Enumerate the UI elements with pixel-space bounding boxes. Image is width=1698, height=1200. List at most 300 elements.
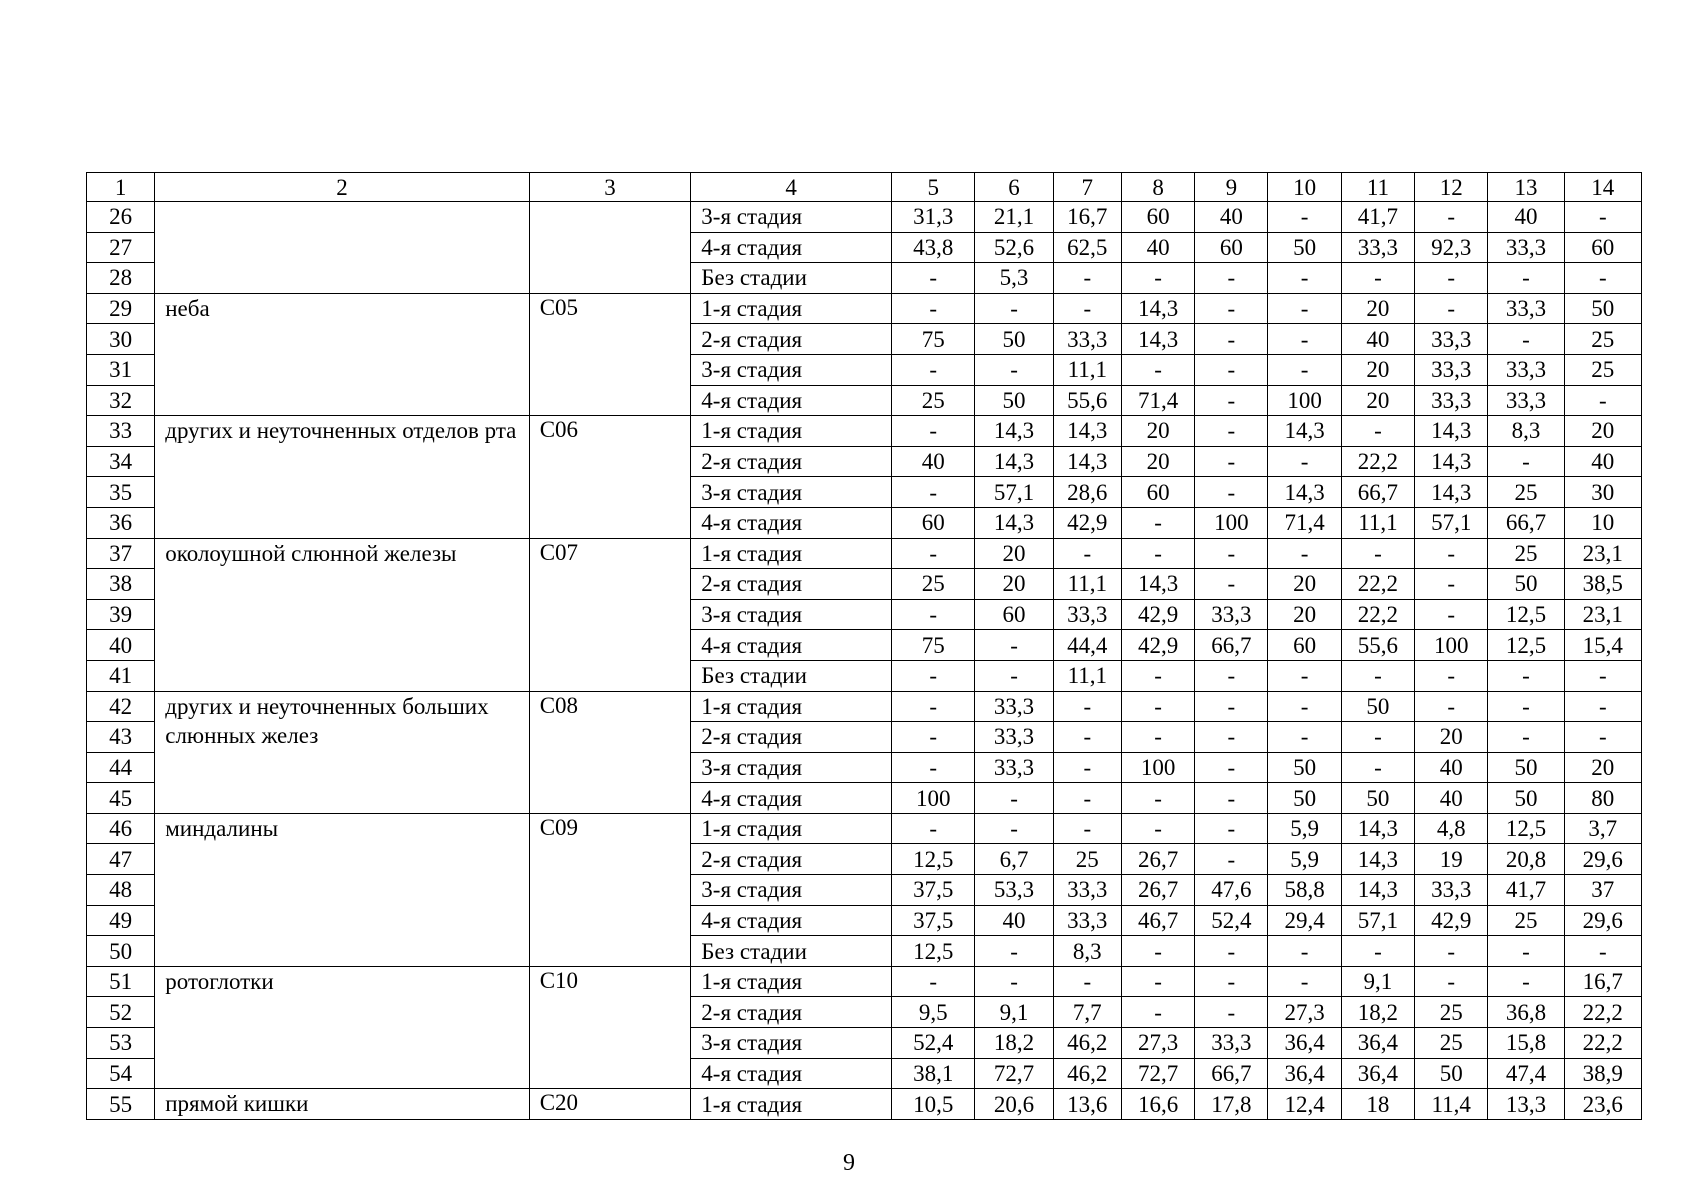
value-cell: 36,4 bbox=[1268, 1028, 1341, 1059]
row-number: 51 bbox=[87, 966, 155, 997]
value-cell: - bbox=[892, 416, 975, 447]
value-cell: - bbox=[1341, 752, 1414, 783]
value-cell: 20 bbox=[1341, 385, 1414, 416]
column-number-header: 12 bbox=[1415, 173, 1488, 202]
value-cell: 50 bbox=[1268, 752, 1341, 783]
value-cell: 25 bbox=[1488, 905, 1564, 936]
value-cell: 38,1 bbox=[892, 1058, 975, 1089]
value-cell: 33,3 bbox=[1488, 354, 1564, 385]
value-cell: 22,2 bbox=[1341, 599, 1414, 630]
table-row bbox=[87, 1089, 1642, 1120]
column-number-header: 5 bbox=[892, 173, 975, 202]
value-cell: 17,8 bbox=[1195, 1089, 1268, 1120]
value-cell: - bbox=[1121, 660, 1194, 691]
value-cell: 14,3 bbox=[975, 416, 1053, 447]
value-cell: 20 bbox=[1121, 446, 1194, 477]
value-cell: - bbox=[1053, 783, 1121, 814]
column-number-header: 4 bbox=[691, 173, 892, 202]
value-cell: 14,3 bbox=[975, 507, 1053, 538]
value-cell: - bbox=[1195, 783, 1268, 814]
row-number: 37 bbox=[87, 538, 155, 569]
stage-label: 3-я стадия bbox=[691, 354, 892, 385]
value-cell: - bbox=[1195, 997, 1268, 1028]
value-cell: 14,3 bbox=[1268, 416, 1341, 447]
value-cell: - bbox=[1415, 691, 1488, 722]
value-cell: 72,7 bbox=[1121, 1058, 1194, 1089]
row-number: 53 bbox=[87, 1028, 155, 1059]
value-cell: 50 bbox=[1488, 752, 1564, 783]
value-cell: 36,4 bbox=[1341, 1058, 1414, 1089]
stage-label: 2-я стадия bbox=[691, 569, 892, 600]
value-cell: 23,6 bbox=[1564, 1089, 1641, 1120]
value-cell: - bbox=[975, 660, 1053, 691]
icd-code: C08 bbox=[529, 691, 691, 813]
value-cell: 10,5 bbox=[892, 1089, 975, 1120]
value-cell: 37 bbox=[1564, 875, 1641, 906]
value-cell: - bbox=[892, 477, 975, 508]
value-cell: 57,1 bbox=[1415, 507, 1488, 538]
value-cell: - bbox=[1195, 813, 1268, 844]
row-number: 49 bbox=[87, 905, 155, 936]
value-cell: - bbox=[1564, 263, 1641, 294]
column-number-header: 13 bbox=[1488, 173, 1564, 202]
stage-label: 2-я стадия bbox=[691, 997, 892, 1028]
icd-code: C09 bbox=[529, 813, 691, 966]
value-cell: 12,5 bbox=[1488, 599, 1564, 630]
value-cell: 20 bbox=[1415, 722, 1488, 753]
value-cell: 8,3 bbox=[1488, 416, 1564, 447]
value-cell: 31,3 bbox=[892, 202, 975, 233]
value-cell: 20 bbox=[1121, 416, 1194, 447]
value-cell: 11,1 bbox=[1341, 507, 1414, 538]
value-cell: - bbox=[975, 354, 1053, 385]
column-number-header: 2 bbox=[155, 173, 529, 202]
row-number: 43 bbox=[87, 722, 155, 753]
value-cell: 33,3 bbox=[1195, 599, 1268, 630]
value-cell: 41,7 bbox=[1488, 875, 1564, 906]
value-cell: - bbox=[1195, 752, 1268, 783]
value-cell: - bbox=[1195, 844, 1268, 875]
value-cell: 16,7 bbox=[1564, 966, 1641, 997]
value-cell: - bbox=[1268, 936, 1341, 967]
value-cell: - bbox=[1488, 936, 1564, 967]
value-cell: 11,4 bbox=[1415, 1089, 1488, 1120]
stage-label: Без стадии bbox=[691, 660, 892, 691]
value-cell: 50 bbox=[1488, 783, 1564, 814]
column-number-header: 11 bbox=[1341, 173, 1414, 202]
value-cell: 44,4 bbox=[1053, 630, 1121, 661]
value-cell: 14,3 bbox=[1415, 416, 1488, 447]
stage-label: 1-я стадия bbox=[691, 691, 892, 722]
value-cell: - bbox=[892, 691, 975, 722]
row-number: 54 bbox=[87, 1058, 155, 1089]
value-cell: 33,3 bbox=[1488, 293, 1564, 324]
value-cell: - bbox=[1415, 599, 1488, 630]
value-cell: 25 bbox=[892, 385, 975, 416]
localization-name: неба bbox=[155, 293, 529, 415]
value-cell: 33,3 bbox=[1488, 232, 1564, 263]
stage-label: 3-я стадия bbox=[691, 875, 892, 906]
value-cell: - bbox=[1195, 354, 1268, 385]
value-cell: - bbox=[1268, 538, 1341, 569]
row-number: 32 bbox=[87, 385, 155, 416]
value-cell: - bbox=[1341, 538, 1414, 569]
row-number: 45 bbox=[87, 783, 155, 814]
value-cell: 33,3 bbox=[1053, 875, 1121, 906]
value-cell: - bbox=[1268, 202, 1341, 233]
localization-name: прямой кишки bbox=[155, 1089, 529, 1120]
value-cell: 40 bbox=[1195, 202, 1268, 233]
value-cell: 20 bbox=[1564, 752, 1641, 783]
value-cell: - bbox=[975, 966, 1053, 997]
value-cell: - bbox=[1341, 263, 1414, 294]
stage-label: 1-я стадия bbox=[691, 813, 892, 844]
value-cell: - bbox=[892, 660, 975, 691]
value-cell: - bbox=[1053, 691, 1121, 722]
value-cell: 20 bbox=[1564, 416, 1641, 447]
value-cell: 33,3 bbox=[1053, 324, 1121, 355]
icd-code: C06 bbox=[529, 416, 691, 538]
row-number: 46 bbox=[87, 813, 155, 844]
column-number-header: 10 bbox=[1268, 173, 1341, 202]
stage-label: 4-я стадия bbox=[691, 1058, 892, 1089]
value-cell: - bbox=[1564, 691, 1641, 722]
column-number-header: 3 bbox=[529, 173, 691, 202]
value-cell: 14,3 bbox=[1121, 293, 1194, 324]
stage-label: 4-я стадия bbox=[691, 385, 892, 416]
icd-code: C20 bbox=[529, 1089, 691, 1120]
localization-name: других и неуточненных больших слюнных желез bbox=[155, 691, 529, 813]
value-cell: - bbox=[1121, 813, 1194, 844]
stage-label: 3-я стадия bbox=[691, 752, 892, 783]
value-cell: 25 bbox=[1488, 477, 1564, 508]
value-cell: 60 bbox=[1195, 232, 1268, 263]
value-cell: - bbox=[892, 599, 975, 630]
value-cell: 14,3 bbox=[1053, 416, 1121, 447]
row-number: 55 bbox=[87, 1089, 155, 1120]
value-cell: 3,7 bbox=[1564, 813, 1641, 844]
icd-code: C10 bbox=[529, 966, 691, 1088]
value-cell: 50 bbox=[1564, 293, 1641, 324]
value-cell: 57,1 bbox=[1341, 905, 1414, 936]
value-cell: - bbox=[1195, 477, 1268, 508]
row-number: 34 bbox=[87, 446, 155, 477]
stage-label: 4-я стадия bbox=[691, 630, 892, 661]
table-row bbox=[87, 813, 1642, 844]
value-cell: - bbox=[1121, 263, 1194, 294]
value-cell: 25 bbox=[1053, 844, 1121, 875]
value-cell: - bbox=[1415, 936, 1488, 967]
value-cell: - bbox=[1053, 293, 1121, 324]
value-cell: 20,8 bbox=[1488, 844, 1564, 875]
value-cell: - bbox=[1564, 385, 1641, 416]
value-cell: - bbox=[892, 293, 975, 324]
value-cell: 62,5 bbox=[1053, 232, 1121, 263]
value-cell: - bbox=[1488, 966, 1564, 997]
value-cell: - bbox=[1564, 722, 1641, 753]
value-cell: - bbox=[1195, 660, 1268, 691]
value-cell: 80 bbox=[1564, 783, 1641, 814]
value-cell: - bbox=[1053, 966, 1121, 997]
value-cell: 33,3 bbox=[1415, 385, 1488, 416]
value-cell: - bbox=[1195, 936, 1268, 967]
localization-name bbox=[155, 202, 529, 294]
value-cell: 33,3 bbox=[1195, 1028, 1268, 1059]
value-cell: - bbox=[1415, 569, 1488, 600]
value-cell: - bbox=[1195, 293, 1268, 324]
value-cell: 33,3 bbox=[1415, 354, 1488, 385]
value-cell: 46,2 bbox=[1053, 1028, 1121, 1059]
value-cell: - bbox=[1195, 538, 1268, 569]
value-cell: - bbox=[1121, 966, 1194, 997]
value-cell: 37,5 bbox=[892, 875, 975, 906]
row-number: 28 bbox=[87, 263, 155, 294]
value-cell: 11,1 bbox=[1053, 660, 1121, 691]
value-cell: - bbox=[1564, 936, 1641, 967]
value-cell: 42,9 bbox=[1415, 905, 1488, 936]
value-cell: - bbox=[1195, 416, 1268, 447]
value-cell: - bbox=[1268, 660, 1341, 691]
value-cell: 11,1 bbox=[1053, 354, 1121, 385]
value-cell: - bbox=[1121, 722, 1194, 753]
value-cell: 29,6 bbox=[1564, 905, 1641, 936]
value-cell: 20 bbox=[1341, 354, 1414, 385]
value-cell: - bbox=[1195, 324, 1268, 355]
value-cell: 46,2 bbox=[1053, 1058, 1121, 1089]
value-cell: 15,8 bbox=[1488, 1028, 1564, 1059]
stage-label: 4-я стадия bbox=[691, 507, 892, 538]
value-cell: - bbox=[975, 293, 1053, 324]
value-cell: 15,4 bbox=[1564, 630, 1641, 661]
value-cell: 22,2 bbox=[1341, 446, 1414, 477]
icd-code: C07 bbox=[529, 538, 691, 691]
value-cell: 20 bbox=[975, 569, 1053, 600]
value-cell: 33,3 bbox=[975, 722, 1053, 753]
row-number: 50 bbox=[87, 936, 155, 967]
column-number-header: 6 bbox=[975, 173, 1053, 202]
value-cell: 22,2 bbox=[1341, 569, 1414, 600]
table-row bbox=[87, 202, 1642, 233]
value-cell: 14,3 bbox=[1415, 446, 1488, 477]
value-cell: 100 bbox=[892, 783, 975, 814]
value-cell: 27,3 bbox=[1121, 1028, 1194, 1059]
value-cell: 6,7 bbox=[975, 844, 1053, 875]
value-cell: 40 bbox=[1415, 752, 1488, 783]
row-number: 44 bbox=[87, 752, 155, 783]
value-cell: - bbox=[1341, 722, 1414, 753]
value-cell: 9,5 bbox=[892, 997, 975, 1028]
stage-label: Без стадии bbox=[691, 936, 892, 967]
row-number: 40 bbox=[87, 630, 155, 661]
value-cell: 40 bbox=[1564, 446, 1641, 477]
value-cell: 13,6 bbox=[1053, 1089, 1121, 1120]
value-cell: 14,3 bbox=[1121, 569, 1194, 600]
value-cell: 60 bbox=[1564, 232, 1641, 263]
value-cell: - bbox=[1121, 997, 1194, 1028]
value-cell: 30 bbox=[1564, 477, 1641, 508]
value-cell: 41,7 bbox=[1341, 202, 1414, 233]
value-cell: 14,3 bbox=[1268, 477, 1341, 508]
value-cell: 22,2 bbox=[1564, 1028, 1641, 1059]
value-cell: 12,5 bbox=[892, 844, 975, 875]
value-cell: 33,3 bbox=[1341, 232, 1414, 263]
value-cell: - bbox=[1121, 354, 1194, 385]
header-row bbox=[87, 173, 1642, 202]
value-cell: 60 bbox=[1268, 630, 1341, 661]
row-number: 38 bbox=[87, 569, 155, 600]
value-cell: 42,9 bbox=[1121, 630, 1194, 661]
value-cell: 14,3 bbox=[1121, 324, 1194, 355]
value-cell: - bbox=[1268, 354, 1341, 385]
value-cell: 25 bbox=[1564, 324, 1641, 355]
value-cell: 33,3 bbox=[1415, 324, 1488, 355]
table-row bbox=[87, 416, 1642, 447]
value-cell: - bbox=[1341, 936, 1414, 967]
stage-label: 3-я стадия bbox=[691, 202, 892, 233]
value-cell: - bbox=[1121, 538, 1194, 569]
row-number: 42 bbox=[87, 691, 155, 722]
value-cell: 52,6 bbox=[975, 232, 1053, 263]
value-cell: - bbox=[1195, 385, 1268, 416]
value-cell: - bbox=[975, 936, 1053, 967]
value-cell: 13,3 bbox=[1488, 1089, 1564, 1120]
value-cell: 28,6 bbox=[1053, 477, 1121, 508]
value-cell: 23,1 bbox=[1564, 538, 1641, 569]
value-cell: 36,8 bbox=[1488, 997, 1564, 1028]
stage-label: 3-я стадия bbox=[691, 477, 892, 508]
value-cell: 100 bbox=[1268, 385, 1341, 416]
row-number: 47 bbox=[87, 844, 155, 875]
value-cell: 20 bbox=[1268, 569, 1341, 600]
value-cell: - bbox=[1268, 263, 1341, 294]
value-cell: - bbox=[1415, 966, 1488, 997]
column-number-header: 8 bbox=[1121, 173, 1194, 202]
value-cell: 33,3 bbox=[1053, 599, 1121, 630]
value-cell: 66,7 bbox=[1195, 630, 1268, 661]
value-cell: - bbox=[1053, 752, 1121, 783]
value-cell: 52,4 bbox=[1195, 905, 1268, 936]
value-cell: 100 bbox=[1195, 507, 1268, 538]
value-cell: 10 bbox=[1564, 507, 1641, 538]
value-cell: 12,5 bbox=[1488, 813, 1564, 844]
value-cell: 12,5 bbox=[892, 936, 975, 967]
row-number: 30 bbox=[87, 324, 155, 355]
value-cell: 18,2 bbox=[975, 1028, 1053, 1059]
stage-label: 1-я стадия bbox=[691, 966, 892, 997]
row-number: 48 bbox=[87, 875, 155, 906]
value-cell: 5,9 bbox=[1268, 813, 1341, 844]
value-cell: - bbox=[1415, 538, 1488, 569]
value-cell: - bbox=[1268, 691, 1341, 722]
value-cell: 50 bbox=[1268, 232, 1341, 263]
value-cell: 29,4 bbox=[1268, 905, 1341, 936]
table-row bbox=[87, 293, 1642, 324]
value-cell: 42,9 bbox=[1053, 507, 1121, 538]
value-cell: - bbox=[1488, 263, 1564, 294]
value-cell: - bbox=[1341, 416, 1414, 447]
value-cell: 16,6 bbox=[1121, 1089, 1194, 1120]
value-cell: - bbox=[1488, 324, 1564, 355]
value-cell: 52,4 bbox=[892, 1028, 975, 1059]
value-cell: 55,6 bbox=[1053, 385, 1121, 416]
value-cell: - bbox=[1268, 324, 1341, 355]
value-cell: 7,7 bbox=[1053, 997, 1121, 1028]
value-cell: 14,3 bbox=[1341, 813, 1414, 844]
value-cell: - bbox=[1195, 569, 1268, 600]
stage-label: 1-я стадия bbox=[691, 538, 892, 569]
value-cell: 27,3 bbox=[1268, 997, 1341, 1028]
value-cell: - bbox=[1564, 202, 1641, 233]
value-cell: 58,8 bbox=[1268, 875, 1341, 906]
value-cell: 4,8 bbox=[1415, 813, 1488, 844]
value-cell: 50 bbox=[1341, 783, 1414, 814]
stage-label: 3-я стадия bbox=[691, 1028, 892, 1059]
value-cell: 57,1 bbox=[975, 477, 1053, 508]
value-cell: - bbox=[1488, 660, 1564, 691]
value-cell: 20,6 bbox=[975, 1089, 1053, 1120]
statistics-table bbox=[86, 172, 1642, 1120]
row-number: 39 bbox=[87, 599, 155, 630]
value-cell: 72,7 bbox=[975, 1058, 1053, 1089]
value-cell: 43,8 bbox=[892, 232, 975, 263]
column-number-header: 1 bbox=[87, 173, 155, 202]
value-cell: - bbox=[892, 966, 975, 997]
value-cell: 38,5 bbox=[1564, 569, 1641, 600]
value-cell: 12,4 bbox=[1268, 1089, 1341, 1120]
icd-code bbox=[529, 202, 691, 294]
value-cell: - bbox=[1415, 660, 1488, 691]
value-cell: - bbox=[1268, 293, 1341, 324]
value-cell: 33,3 bbox=[1053, 905, 1121, 936]
value-cell: - bbox=[1121, 783, 1194, 814]
value-cell: 36,4 bbox=[1341, 1028, 1414, 1059]
value-cell: 25 bbox=[1415, 997, 1488, 1028]
value-cell: - bbox=[1415, 202, 1488, 233]
value-cell: 18,2 bbox=[1341, 997, 1414, 1028]
stage-label: 1-я стадия bbox=[691, 293, 892, 324]
stage-label: Без стадии bbox=[691, 263, 892, 294]
value-cell: - bbox=[892, 354, 975, 385]
row-number: 31 bbox=[87, 354, 155, 385]
value-cell: - bbox=[1415, 263, 1488, 294]
value-cell: 9,1 bbox=[1341, 966, 1414, 997]
column-number-header: 7 bbox=[1053, 173, 1121, 202]
icd-code: C05 bbox=[529, 293, 691, 415]
value-cell: - bbox=[1053, 263, 1121, 294]
value-cell: - bbox=[1121, 691, 1194, 722]
value-cell: 9,1 bbox=[975, 997, 1053, 1028]
table-row bbox=[87, 538, 1642, 569]
localization-name: других и неуточненных отделов рта bbox=[155, 416, 529, 538]
value-cell: - bbox=[1268, 446, 1341, 477]
value-cell: 42,9 bbox=[1121, 599, 1194, 630]
value-cell: - bbox=[1121, 507, 1194, 538]
value-cell: 40 bbox=[1415, 783, 1488, 814]
value-cell: 37,5 bbox=[892, 905, 975, 936]
value-cell: 25 bbox=[892, 569, 975, 600]
value-cell: 38,9 bbox=[1564, 1058, 1641, 1089]
table-row bbox=[87, 691, 1642, 722]
value-cell: - bbox=[1488, 691, 1564, 722]
value-cell: 46,7 bbox=[1121, 905, 1194, 936]
row-number: 52 bbox=[87, 997, 155, 1028]
value-cell: 53,3 bbox=[975, 875, 1053, 906]
value-cell: 8,3 bbox=[1053, 936, 1121, 967]
value-cell: 33,3 bbox=[975, 691, 1053, 722]
value-cell: 19 bbox=[1415, 844, 1488, 875]
value-cell: - bbox=[1053, 813, 1121, 844]
value-cell: 47,4 bbox=[1488, 1058, 1564, 1089]
